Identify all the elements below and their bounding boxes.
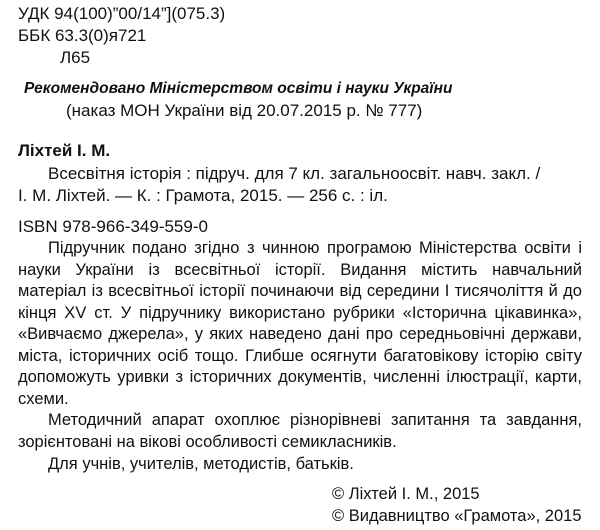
ministry-recommendation: Рекомендовано Міністерством освіти і науки України bbox=[24, 80, 453, 97]
book-title-line-1: Всесвітня історія : підруч. для 7 кл. загальноосвіт. навч. закл. / bbox=[48, 164, 541, 183]
udk-code: УДК 94(100)”00/14”](075.3) bbox=[18, 4, 226, 23]
book-title-line-2: І. М. Ліхтей. — К. : Грамота, 2015. — 256 с. : іл. bbox=[18, 186, 388, 205]
isbn: ISBN 978-966-349-559-0 bbox=[18, 217, 208, 236]
bbk-code: ББК 63.3(0)я721 bbox=[18, 26, 147, 45]
author-sign: Л65 bbox=[60, 48, 91, 67]
publisher-copyright: © Видавництво «Грамота», 2015 bbox=[332, 507, 582, 525]
annotation-paragraph: Підручник подано згідно з чинною програмою Міністерства освіти і науки України із всесвітньої історії. Видання містить навчальний матеріал із всесвітньої історії починаючи від середини І тисячоліття й до кінця XV ст. У підручнику використано рубрики «Історична цікавинка», «Вивчаємо джерела», у яких наведено дані про середньовічні держави, міста, історичних осіб тощо. Глибше осягнути багатовікову історію світу допоможуть уривки з історичних документів, численні ілюстрації, карти, схеми. bbox=[18, 239, 582, 408]
methodology-paragraph: Методичний апарат охоплює різнорівневі запитання та завдання, зорієнтовані на вікові особливості семикласників. bbox=[18, 411, 582, 451]
audience-paragraph: Для учнів, учителів, методистів, батьків. bbox=[48, 455, 354, 473]
ministry-order: (наказ МОН України від 20.07.2015 р. № 777) bbox=[66, 101, 423, 120]
author-copyright: © Ліхтей І. М., 2015 bbox=[332, 485, 480, 503]
author-name: Ліхтей І. М. bbox=[18, 141, 111, 160]
